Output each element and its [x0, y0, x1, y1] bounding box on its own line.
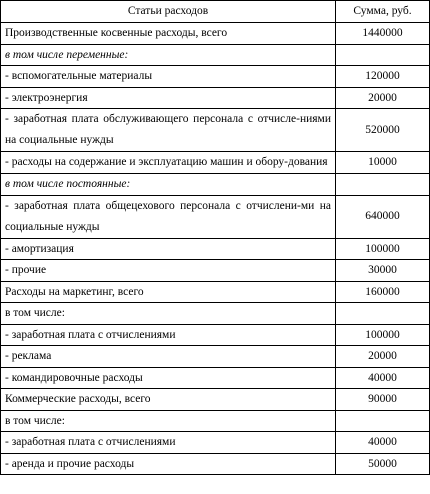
table-row — [1, 324, 430, 346]
row-label: - прочие — [1, 260, 336, 282]
row-amount: 90000 — [336, 389, 430, 411]
row-label: - аренда и прочие расходы — [1, 453, 336, 475]
table-row — [1, 389, 430, 411]
table-row — [1, 260, 430, 282]
row-label: - заработная плата общецехового персонала с отчислени-ми на социальные нужды — [1, 195, 336, 238]
row-label: в том числе: — [1, 303, 336, 325]
row-amount: 40000 — [336, 432, 430, 454]
row-amount: 640000 — [336, 195, 430, 238]
row-label: в том числе постоянные: — [1, 174, 336, 196]
row-label: - заработная плата с отчислениями — [1, 324, 336, 346]
row-amount: 10000 — [336, 152, 430, 174]
table-row — [1, 174, 430, 196]
row-label: - амортизация — [1, 238, 336, 260]
table-row — [1, 109, 430, 152]
table-row — [1, 432, 430, 454]
row-amount: 100000 — [336, 324, 430, 346]
row-amount: 160000 — [336, 281, 430, 303]
row-label: Коммерческие расходы, всего — [1, 389, 336, 411]
row-label: - заработная плата обслуживающего персонала с отчисле-ниями на социальные нужды — [1, 109, 336, 152]
row-amount: 520000 — [336, 109, 430, 152]
table-row — [1, 453, 430, 475]
row-label: - электроэнергия — [1, 87, 336, 109]
row-amount: 100000 — [336, 238, 430, 260]
row-amount — [336, 303, 430, 325]
row-amount: 40000 — [336, 367, 430, 389]
row-label: Производственные косвенные расходы, всего — [1, 23, 336, 45]
column-header-item: Статьи расходов — [1, 1, 336, 23]
table-row — [1, 195, 430, 238]
row-label: - заработная плата с отчислениями — [1, 432, 336, 454]
table-row — [1, 303, 430, 325]
row-label: - реклама — [1, 346, 336, 368]
row-amount — [336, 174, 430, 196]
table-row — [1, 410, 430, 432]
row-label: - расходы на содержание и эксплуатацию машин и обору-дования — [1, 152, 336, 174]
table-row — [1, 367, 430, 389]
row-amount: 20000 — [336, 346, 430, 368]
table-row — [1, 44, 430, 66]
table-header-row — [1, 1, 430, 23]
row-amount — [336, 44, 430, 66]
row-amount: 50000 — [336, 453, 430, 475]
row-label: - командировочные расходы — [1, 367, 336, 389]
table-row — [1, 23, 430, 45]
row-label: Расходы на маркетинг, всего — [1, 281, 336, 303]
row-amount: 1440000 — [336, 23, 430, 45]
table-row — [1, 281, 430, 303]
table-row — [1, 152, 430, 174]
table-row — [1, 66, 430, 88]
row-amount: 30000 — [336, 260, 430, 282]
table-row — [1, 238, 430, 260]
table-row — [1, 346, 430, 368]
row-label: - вспомогательные материалы — [1, 66, 336, 88]
table-row — [1, 87, 430, 109]
row-amount: 120000 — [336, 66, 430, 88]
row-amount: 20000 — [336, 87, 430, 109]
column-header-amount: Сумма, руб. — [336, 1, 430, 23]
row-label: в том числе: — [1, 410, 336, 432]
row-amount — [336, 410, 430, 432]
row-label: в том числе переменные: — [1, 44, 336, 66]
